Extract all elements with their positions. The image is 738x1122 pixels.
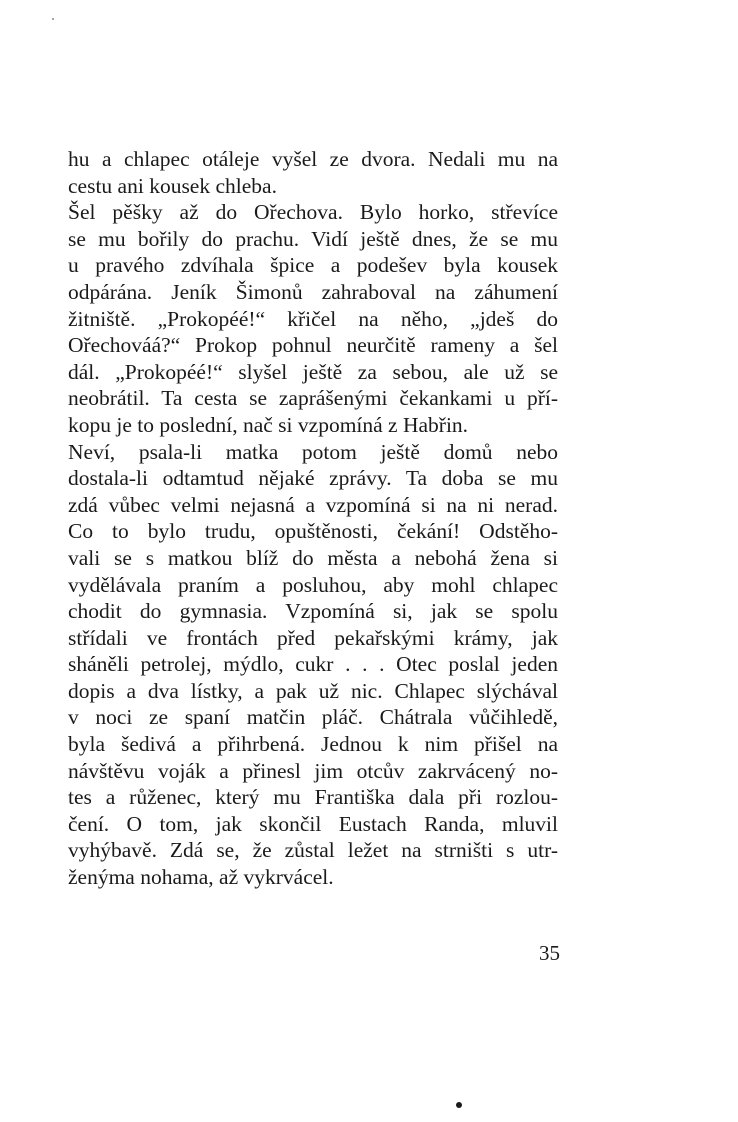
text-line: vali se s matkou blíž do města a nebohá žena si xyxy=(68,545,558,570)
text-line: se mu bořily do prachu. Vidí ještě dnes, že se mu xyxy=(68,226,558,251)
text-line: dál. „Prokopéé!“ slyšel ještě za sebou, ale už se xyxy=(68,359,558,384)
text-line: neobrátil. Ta cesta se zaprášenými čekankami u pří- xyxy=(68,386,558,411)
text-line: tes a růženec, který mu Františka dala při rozlou- xyxy=(68,785,558,810)
text-line: ženýma nohama, až vykrvácel. xyxy=(68,865,334,890)
text-line: čení. O tom, jak skončil Eustach Randa, mluvil xyxy=(68,811,558,836)
page-number: 35 xyxy=(539,941,560,965)
text-line: návštěvu voják a přinesl jim otcův zakrvácený no- xyxy=(68,758,558,783)
text-line: žitniště. „Prokopéé!“ křičel na něho, „jdeš do xyxy=(68,306,558,331)
text-line: dopis a dva lístky, a pak už nic. Chlapec slýchával xyxy=(68,678,558,703)
text-line: Co to bylo trudu, opuštěnosti, čekání! Odstěho- xyxy=(68,519,558,544)
text-line: Neví, psala-li matka potom ještě domů nebo xyxy=(68,439,558,464)
text-line: u pravého zdvíhala špice a podešev byla kousek xyxy=(68,253,558,278)
text-line: střídali ve frontách před pekařskými krámy, jak xyxy=(68,625,558,650)
text-line: sháněli petrolej, mýdlo, cukr . . . Otec poslal jeden xyxy=(68,652,558,677)
text-line: cestu ani kousek chleba. xyxy=(68,173,277,198)
text-line: dostala-li odtamtud nějaké zprávy. Ta doba se mu xyxy=(68,466,558,491)
text-line: Šel pěšky až do Ořechova. Bylo horko, střevíce xyxy=(68,200,558,225)
text-line: Ořechováá?“ Prokop pohnul neurčitě rameny a šel xyxy=(68,333,558,358)
text-line: vydělávala praním a posluhou, aby mohl chlapec xyxy=(68,572,558,597)
body-text xyxy=(68,146,558,891)
text-line: hu a chlapec otáleje vyšel ze dvora. Nedali mu na xyxy=(68,147,558,171)
scan-dot xyxy=(456,1102,462,1108)
text-line: v noci ze spaní matčin pláč. Chátrala vůčihledě, xyxy=(68,705,558,730)
text-line: byla šedivá a přihrbená. Jednou k nim přišel na xyxy=(68,732,558,757)
text-line: kopu je to poslední, nač si vzpomíná z Habřin. xyxy=(68,412,469,437)
text-line: zdá vůbec velmi nejasná a vzpomíná si na ni nerad. xyxy=(68,492,558,517)
text-line: vyhýbavě. Zdá se, že zůstal ležet na strništi s utr- xyxy=(68,838,558,863)
text-line: chodit do gymnasia. Vzpomíná si, jak se spolu xyxy=(68,599,558,624)
text-line: odpárána. Jeník Šimonů zahraboval na záhumení xyxy=(68,279,558,304)
scan-speck xyxy=(52,18,54,20)
